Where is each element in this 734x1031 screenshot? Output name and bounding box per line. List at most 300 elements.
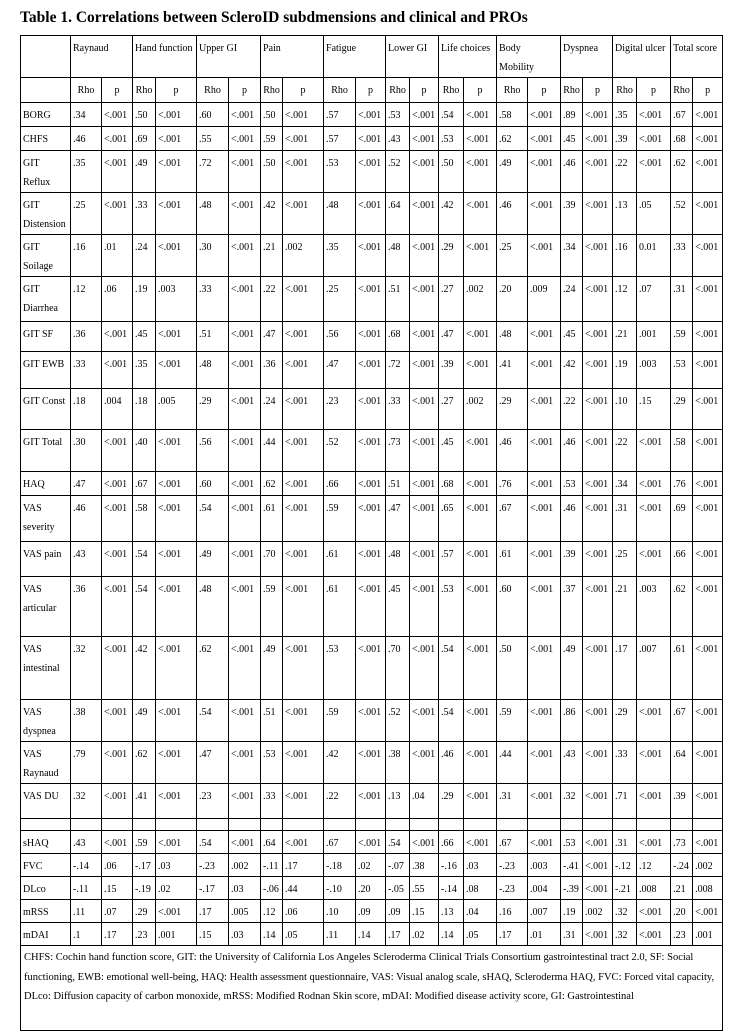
p-value-cell: <.001	[583, 389, 613, 430]
rho-header: Rho	[439, 78, 464, 103]
table-row	[21, 831, 723, 854]
p-value-cell: <.001	[356, 127, 386, 151]
rho-header: Rho	[71, 78, 102, 103]
rho-value-cell: .42	[561, 352, 583, 389]
rho-value-cell: .45	[386, 577, 410, 637]
rho-value-cell: -.10	[324, 877, 356, 900]
rho-value-cell: .22	[561, 389, 583, 430]
p-value-cell: <.001	[464, 127, 497, 151]
table-row	[21, 151, 723, 193]
p-value-cell: <.001	[693, 742, 723, 784]
p-value-cell: <.001	[156, 742, 197, 784]
rho-value-cell: .50	[439, 151, 464, 193]
rho-value-cell: .51	[386, 472, 410, 496]
rho-value-cell: .30	[71, 430, 102, 472]
p-value-cell: <.001	[283, 637, 324, 700]
p-value-cell: <.001	[356, 322, 386, 352]
rho-value-cell: .53	[261, 742, 283, 784]
p-value-cell: <.001	[464, 193, 497, 235]
rho-value-cell: .17	[197, 900, 229, 923]
rho-value-cell: -.14	[439, 877, 464, 900]
group-header: Body Mobility	[497, 36, 561, 78]
p-value-cell: <.001	[229, 277, 261, 322]
p-value-cell: .001	[693, 923, 723, 946]
p-value-cell: <.001	[229, 352, 261, 389]
p-header: p	[410, 78, 439, 103]
row-label: GIT Total	[21, 430, 71, 472]
rho-value-cell: .32	[613, 923, 637, 946]
p-value-cell: <.001	[229, 322, 261, 352]
rho-value-cell: .25	[613, 542, 637, 577]
rho-value-cell	[71, 819, 102, 831]
p-value-cell: <.001	[283, 193, 324, 235]
p-value-cell: <.001	[283, 700, 324, 742]
p-value-cell: <.001	[283, 784, 324, 819]
rho-value-cell: .48	[386, 235, 410, 277]
p-value-cell: <.001	[637, 831, 671, 854]
group-header-row	[21, 36, 723, 78]
p-value-cell: <.001	[102, 430, 133, 472]
p-value-cell: <.001	[464, 742, 497, 784]
rho-value-cell: .21	[613, 322, 637, 352]
rho-value-cell: .12	[71, 277, 102, 322]
rho-value-cell: .29	[671, 389, 693, 430]
rho-value-cell: .43	[386, 127, 410, 151]
rho-value-cell: .40	[133, 430, 156, 472]
rho-value-cell: .13	[613, 193, 637, 235]
group-header: Fatigue	[324, 36, 386, 78]
rho-value-cell: .20	[671, 900, 693, 923]
rho-value-cell: .42	[261, 193, 283, 235]
p-value-cell	[528, 819, 561, 831]
p-value-cell: <.001	[464, 577, 497, 637]
row-label: GIT EWB	[21, 352, 71, 389]
p-value-cell: <.001	[583, 235, 613, 277]
rho-value-cell: -.12	[613, 854, 637, 877]
rho-value-cell: .67	[497, 496, 528, 542]
rho-value-cell: .52	[386, 700, 410, 742]
p-value-cell: <.001	[637, 742, 671, 784]
p-value-cell: <.001	[410, 472, 439, 496]
rho-value-cell: -.14	[71, 854, 102, 877]
group-header: Pain	[261, 36, 324, 78]
row-label: GIT Soilage	[21, 235, 71, 277]
rho-value-cell	[133, 819, 156, 831]
p-value-cell: <.001	[410, 831, 439, 854]
group-header: Raynaud	[71, 36, 133, 78]
rho-value-cell: .66	[324, 472, 356, 496]
p-value-cell: <.001	[156, 637, 197, 700]
table-row	[21, 742, 723, 784]
p-value-cell: <.001	[528, 389, 561, 430]
row-label: GIT SF	[21, 322, 71, 352]
rho-value-cell: .46	[561, 496, 583, 542]
p-value-cell: <.001	[528, 193, 561, 235]
p-value-cell: <.001	[356, 742, 386, 784]
rho-value-cell: .59	[261, 577, 283, 637]
p-value-cell: <.001	[583, 854, 613, 877]
p-value-cell: <.001	[229, 784, 261, 819]
row-label: FVC	[21, 854, 71, 877]
rho-value-cell: .33	[671, 235, 693, 277]
rho-value-cell	[386, 819, 410, 831]
p-value-cell: <.001	[693, 577, 723, 637]
p-value-cell: <.001	[693, 700, 723, 742]
subheader-row	[21, 78, 723, 103]
p-header: p	[229, 78, 261, 103]
table-row	[21, 472, 723, 496]
p-value-cell: <.001	[464, 637, 497, 700]
p-value-cell: <.001	[283, 496, 324, 542]
rho-value-cell: .53	[439, 127, 464, 151]
rho-value-cell: .29	[197, 389, 229, 430]
rho-value-cell: .31	[613, 496, 637, 542]
p-value-cell: <.001	[693, 322, 723, 352]
rho-value-cell: .89	[561, 103, 583, 127]
p-value-cell: <.001	[356, 496, 386, 542]
rho-value-cell: .50	[261, 151, 283, 193]
rho-value-cell: .29	[497, 389, 528, 430]
p-value-cell: <.001	[528, 784, 561, 819]
rho-value-cell	[261, 819, 283, 831]
p-value-cell: .44	[283, 877, 324, 900]
rho-value-cell: .16	[497, 900, 528, 923]
rho-value-cell: .14	[439, 923, 464, 946]
p-value-cell: <.001	[410, 277, 439, 322]
group-header: Lower GI	[386, 36, 439, 78]
p-value-cell: <.001	[464, 235, 497, 277]
p-value-cell: .38	[410, 854, 439, 877]
p-value-cell: <.001	[283, 103, 324, 127]
p-value-cell: <.001	[102, 784, 133, 819]
p-value-cell: <.001	[528, 235, 561, 277]
p-value-cell: .20	[356, 877, 386, 900]
p-value-cell: <.001	[637, 923, 671, 946]
p-value-cell: <.001	[583, 784, 613, 819]
row-label: DLco	[21, 877, 71, 900]
rho-value-cell: .47	[197, 742, 229, 784]
rho-value-cell: .70	[261, 542, 283, 577]
table-title: Table 1. Correlations between ScleroID subdmensions and clinical and PROs	[20, 9, 528, 26]
p-value-cell: 0.01	[637, 235, 671, 277]
rho-value-cell: .23	[324, 389, 356, 430]
p-value-cell: <.001	[528, 742, 561, 784]
p-value-cell: <.001	[156, 127, 197, 151]
p-value-cell: .12	[637, 854, 671, 877]
rho-value-cell: -.23	[497, 854, 528, 877]
p-value-cell: <.001	[229, 831, 261, 854]
p-value-cell: <.001	[464, 472, 497, 496]
p-value-cell: <.001	[583, 742, 613, 784]
rho-value-cell: -.17	[133, 854, 156, 877]
p-value-cell: <.001	[693, 103, 723, 127]
rho-value-cell: .11	[71, 900, 102, 923]
rho-value-cell: .31	[497, 784, 528, 819]
rho-value-cell: .49	[261, 637, 283, 700]
p-value-cell: .17	[102, 923, 133, 946]
p-value-cell: <.001	[410, 496, 439, 542]
rho-value-cell: .48	[497, 322, 528, 352]
p-value-cell: .003	[637, 577, 671, 637]
rho-value-cell: .11	[324, 923, 356, 946]
p-value-cell: .03	[229, 877, 261, 900]
p-value-cell: <.001	[156, 151, 197, 193]
p-value-cell: <.001	[464, 542, 497, 577]
rho-value-cell: .33	[71, 352, 102, 389]
rho-value-cell: .21	[671, 877, 693, 900]
rho-value-cell: -.19	[133, 877, 156, 900]
p-value-cell: <.001	[583, 277, 613, 322]
table-row	[21, 352, 723, 389]
p-header: p	[283, 78, 324, 103]
rho-value-cell	[561, 819, 583, 831]
table-row	[21, 430, 723, 472]
p-value-cell: <.001	[356, 103, 386, 127]
p-value-cell: .05	[283, 923, 324, 946]
table-row	[21, 127, 723, 151]
p-value-cell: <.001	[583, 322, 613, 352]
rho-header: Rho	[324, 78, 356, 103]
p-value-cell: <.001	[283, 742, 324, 784]
rho-value-cell: .31	[561, 923, 583, 946]
rho-value-cell: -.06	[261, 877, 283, 900]
rho-value-cell: -.39	[561, 877, 583, 900]
p-value-cell	[102, 819, 133, 831]
rho-value-cell: .46	[439, 742, 464, 784]
p-value-cell: <.001	[102, 831, 133, 854]
rho-value-cell: .76	[671, 472, 693, 496]
p-value-cell: <.001	[102, 151, 133, 193]
rho-value-cell: .36	[261, 352, 283, 389]
p-value-cell: <.001	[528, 127, 561, 151]
p-value-cell: <.001	[102, 127, 133, 151]
p-value-cell: <.001	[283, 542, 324, 577]
p-value-cell: <.001	[156, 193, 197, 235]
p-value-cell: .005	[229, 900, 261, 923]
p-value-cell: .009	[528, 277, 561, 322]
p-value-cell: <.001	[356, 430, 386, 472]
p-value-cell: <.001	[464, 496, 497, 542]
rho-value-cell: .36	[71, 577, 102, 637]
p-value-cell: <.001	[637, 784, 671, 819]
p-value-cell: <.001	[102, 577, 133, 637]
rho-header: Rho	[197, 78, 229, 103]
rho-value-cell: .59	[497, 700, 528, 742]
rho-value-cell: .12	[261, 900, 283, 923]
p-value-cell: <.001	[156, 430, 197, 472]
rho-value-cell: -.11	[71, 877, 102, 900]
rho-value-cell: .61	[261, 496, 283, 542]
p-value-cell: <.001	[356, 277, 386, 322]
p-value-cell: <.001	[410, 637, 439, 700]
row-label: GIT Reflux	[21, 151, 71, 193]
p-value-cell: .06	[102, 854, 133, 877]
p-value-cell: <.001	[410, 430, 439, 472]
rho-value-cell: .35	[324, 235, 356, 277]
rho-value-cell: .31	[613, 831, 637, 854]
p-value-cell: <.001	[156, 496, 197, 542]
rho-value-cell: .34	[613, 472, 637, 496]
rho-value-cell: .19	[133, 277, 156, 322]
group-header: Upper GI	[197, 36, 261, 78]
p-value-cell: <.001	[356, 352, 386, 389]
rho-value-cell: .76	[497, 472, 528, 496]
table-row	[21, 784, 723, 819]
rho-value-cell: .20	[497, 277, 528, 322]
rho-value-cell: .58	[497, 103, 528, 127]
p-value-cell: .003	[528, 854, 561, 877]
p-value-cell: <.001	[283, 577, 324, 637]
rho-value-cell: .59	[261, 127, 283, 151]
rho-value-cell: .48	[197, 193, 229, 235]
p-value-cell: <.001	[637, 151, 671, 193]
rho-value-cell: .73	[386, 430, 410, 472]
p-value-cell	[637, 819, 671, 831]
p-value-cell: <.001	[528, 103, 561, 127]
p-value-cell: .007	[637, 637, 671, 700]
p-value-cell: <.001	[528, 322, 561, 352]
rho-value-cell: .62	[197, 637, 229, 700]
p-value-cell: <.001	[356, 542, 386, 577]
rho-value-cell: .50	[261, 103, 283, 127]
rho-value-cell: .50	[133, 103, 156, 127]
p-header: p	[156, 78, 197, 103]
p-value-cell	[229, 819, 261, 831]
rho-value-cell: .52	[386, 151, 410, 193]
p-value-cell: <.001	[356, 389, 386, 430]
p-value-cell: .14	[356, 923, 386, 946]
p-value-cell: .05	[464, 923, 497, 946]
p-value-cell: .09	[356, 900, 386, 923]
table-row	[21, 819, 723, 831]
p-value-cell: .55	[410, 877, 439, 900]
p-value-cell: <.001	[356, 193, 386, 235]
rho-value-cell: .42	[324, 742, 356, 784]
p-value-cell: .008	[637, 877, 671, 900]
rho-value-cell: .68	[386, 322, 410, 352]
p-value-cell: <.001	[156, 472, 197, 496]
rho-value-cell: -.24	[671, 854, 693, 877]
row-label: mDAI	[21, 923, 71, 946]
p-value-cell: <.001	[102, 103, 133, 127]
rho-value-cell: .48	[197, 577, 229, 637]
p-value-cell: <.001	[693, 389, 723, 430]
rho-value-cell: .32	[71, 784, 102, 819]
p-value-cell: <.001	[410, 700, 439, 742]
rho-value-cell: .64	[671, 742, 693, 784]
group-header: Digital ulcer	[613, 36, 671, 78]
correlation-table	[20, 35, 723, 1031]
p-value-cell: <.001	[464, 430, 497, 472]
rho-value-cell: .16	[71, 235, 102, 277]
rho-value-cell: .24	[561, 277, 583, 322]
rho-value-cell: .17	[497, 923, 528, 946]
rho-value-cell: .39	[439, 352, 464, 389]
rho-value-cell	[439, 819, 464, 831]
rho-value-cell: .33	[386, 389, 410, 430]
rho-value-cell: .56	[324, 322, 356, 352]
rho-value-cell	[197, 819, 229, 831]
rho-value-cell: .35	[133, 352, 156, 389]
rho-value-cell: .33	[613, 742, 637, 784]
rho-value-cell: .59	[324, 700, 356, 742]
p-value-cell: <.001	[102, 637, 133, 700]
p-value-cell: <.001	[356, 472, 386, 496]
p-value-cell: <.001	[156, 831, 197, 854]
rho-value-cell: .41	[497, 352, 528, 389]
rho-value-cell: .49	[497, 151, 528, 193]
rho-value-cell: .16	[613, 235, 637, 277]
table-row	[21, 389, 723, 430]
rho-value-cell: .27	[439, 389, 464, 430]
rho-value-cell: .1	[71, 923, 102, 946]
rho-value-cell: .09	[386, 900, 410, 923]
row-label: VAS DU	[21, 784, 71, 819]
p-value-cell: <.001	[283, 472, 324, 496]
p-value-cell	[464, 819, 497, 831]
rho-value-cell: .54	[133, 542, 156, 577]
p-value-cell: <.001	[356, 235, 386, 277]
rho-value-cell: .47	[324, 352, 356, 389]
rho-value-cell	[613, 819, 637, 831]
p-value-cell: <.001	[156, 352, 197, 389]
rho-value-cell: .53	[324, 637, 356, 700]
p-value-cell: <.001	[583, 151, 613, 193]
p-value-cell: <.001	[637, 496, 671, 542]
rho-value-cell: .65	[439, 496, 464, 542]
rho-value-cell: .51	[386, 277, 410, 322]
p-value-cell: <.001	[156, 900, 197, 923]
rho-value-cell: .13	[439, 900, 464, 923]
p-value-cell: .03	[229, 923, 261, 946]
rho-value-cell: .46	[497, 430, 528, 472]
p-value-cell: <.001	[528, 352, 561, 389]
row-label: sHAQ	[21, 831, 71, 854]
row-label: CHFS	[21, 127, 71, 151]
rho-value-cell: .43	[71, 542, 102, 577]
rho-value-cell: .49	[133, 151, 156, 193]
p-header: p	[102, 78, 133, 103]
p-value-cell: <.001	[229, 127, 261, 151]
p-value-cell: <.001	[464, 151, 497, 193]
table-row	[21, 854, 723, 877]
rho-value-cell: .29	[439, 784, 464, 819]
p-header: p	[356, 78, 386, 103]
rho-value-cell: .32	[613, 900, 637, 923]
corner-cell	[21, 36, 71, 78]
rho-value-cell: .54	[439, 103, 464, 127]
p-value-cell: <.001	[528, 472, 561, 496]
rho-value-cell: .46	[71, 496, 102, 542]
p-value-cell: <.001	[229, 151, 261, 193]
rho-value-cell: .51	[197, 322, 229, 352]
p-value-cell: <.001	[283, 389, 324, 430]
p-value-cell: <.001	[229, 389, 261, 430]
rho-value-cell: -.16	[439, 854, 464, 877]
rho-value-cell: .46	[497, 193, 528, 235]
p-value-cell: .15	[410, 900, 439, 923]
rho-value-cell: .32	[561, 784, 583, 819]
p-value-cell: .07	[637, 277, 671, 322]
row-label: VAS Raynaud	[21, 742, 71, 784]
rho-value-cell: .23	[133, 923, 156, 946]
p-value-cell: <.001	[528, 831, 561, 854]
rho-value-cell: .62	[497, 127, 528, 151]
p-value-cell: <.001	[528, 430, 561, 472]
footnote-row	[21, 946, 723, 1031]
p-value-cell: .002	[283, 235, 324, 277]
row-label: mRSS	[21, 900, 71, 923]
